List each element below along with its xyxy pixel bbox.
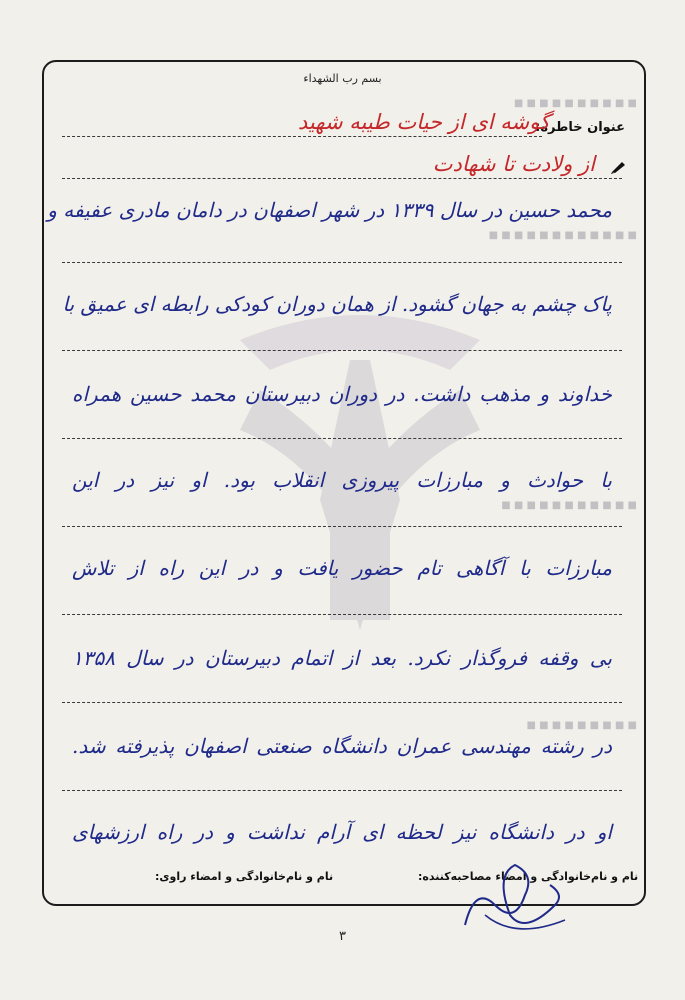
narrator-signature-label: نام و نام‌خانوادگی و امضاء راوی: [155, 870, 334, 883]
ruled-line [62, 790, 622, 791]
handwritten-line: محمد حسین در سال ۱۳۳۹ در شهر اصفهان در دامان مادری عفیفه و [47, 198, 612, 222]
bleed-through-text: ■ ■ ■ ■ ■ ■ ■ ■ ■ ■ [513, 98, 637, 109]
title-label: عنوان خاطره: [535, 120, 625, 135]
handwritten-line: بی وقفه فروگذار نکرد. بعد از اتمام دبیرستان در سال ۱۳۵۸ [72, 646, 612, 670]
ruled-line [62, 526, 622, 527]
bleed-through-text: ■ ■ ■ ■ ■ ■ ■ ■ ■ [526, 720, 637, 731]
handwritten-line: با حوادث و مبارزات پیروزی انقلاب بود. او نیز در این [72, 468, 612, 492]
handwritten-line: در رشته مهندسی عمران دانشگاه صنعتی اصفهان پذیرفته شد. [72, 734, 612, 758]
page-number: ۳ [339, 929, 346, 944]
ruled-line [62, 350, 622, 351]
title-rule [62, 178, 622, 179]
title-rule [62, 136, 542, 137]
interviewer-signature-label: نام و نام‌خانوادگی و امضاء مصاحبه‌کننده: [418, 870, 639, 883]
pen-icon [611, 160, 627, 174]
title-handwritten-line1: گوشه ای از حیات طیبه شهید [297, 110, 550, 134]
bleed-through-text: ■ ■ ■ ■ ■ ■ ■ ■ ■ ■ ■ ■ [488, 230, 637, 241]
page-header: بسم رب الشهداء [303, 72, 382, 85]
title-handwritten-line2: از ولادت تا شهادت [432, 152, 595, 176]
ruled-line [62, 614, 622, 615]
bleed-through-text: ■ ■ ■ ■ ■ ■ ■ ■ ■ ■ ■ [501, 500, 637, 511]
ruled-line [62, 262, 622, 263]
handwritten-line: پاک چشم به جهان گشود. از همان دوران کودکی رابطه ای عمیق با [62, 292, 612, 316]
ruled-line [62, 438, 622, 439]
ruled-line [62, 702, 622, 703]
handwritten-line: مبارزات با آگاهی تام حضور یافت و در این راه از تلاش [72, 556, 612, 580]
handwritten-line: او در دانشگاه نیز لحظه ای آرام نداشت و در راه ارزشهای [72, 820, 612, 844]
handwritten-line: خداوند و مذهب داشت. در دوران دبیرستان محمد حسین همراه [72, 382, 612, 406]
